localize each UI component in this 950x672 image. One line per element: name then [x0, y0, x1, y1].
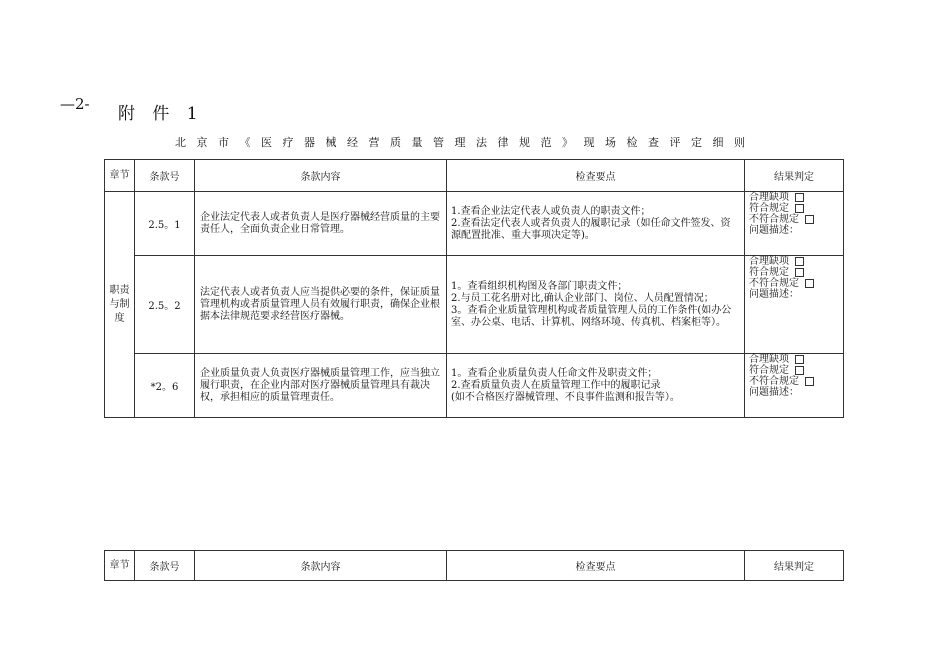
check-point-item: 1。查看组织机构图及各部门职责文件；: [451, 280, 628, 292]
option-label: 合理缺项: [749, 256, 789, 267]
option-label: 符合规定: [749, 203, 789, 214]
checkbox[interactable]: [795, 268, 804, 277]
issue-description-label: 问题描述：: [749, 225, 799, 236]
chapter-cell: 职责与制度: [105, 192, 135, 418]
checkbox[interactable]: [805, 377, 814, 386]
option-label: 合理缺项: [749, 354, 789, 365]
clause-number: 2.5。2: [135, 256, 195, 354]
table-row: [105, 192, 844, 256]
check-points: [447, 256, 745, 354]
document-title: 北京市《医疗器械经营质量管理法律规范》现场检查评定细则: [175, 136, 756, 149]
option-label: 不符合规定: [749, 214, 799, 225]
checkbox[interactable]: [805, 215, 814, 224]
table-header-row: [105, 160, 844, 192]
issue-description-label: 问题描述：: [749, 387, 799, 398]
check-point-item: 1.查看企业法定代表人或负责人的职责文件；: [451, 205, 651, 217]
result-options: [745, 192, 844, 256]
check-points: [447, 354, 745, 418]
header-clause-no: 条款号: [135, 551, 195, 581]
page-number: —2-: [60, 95, 90, 113]
header-check-points: 检查要点: [447, 551, 745, 581]
header-chapter: 章节: [105, 551, 135, 581]
header-result: 结果判定: [745, 160, 844, 192]
option-label: 不符合规定: [749, 376, 799, 387]
checkbox[interactable]: [795, 257, 804, 266]
check-point-item: 3。查看企业质量管理机构或者质量管理人员的工作条件(如办公室、办公桌、电话、计算机、网络环境、传真机、档案柜等）。: [451, 304, 732, 328]
header-result: 结果判定: [745, 551, 844, 581]
clause-content: 法定代表人或者负责人应当提供必要的条件，保证质量管理机构或者质量管理人员有效履行职责，确保企业根据本法律规范要求经营医疗器械。: [195, 256, 447, 354]
check-point-item: 2.与员工花名册对比,确认企业部门、岗位、人员配置情况；: [451, 292, 714, 304]
check-point-item: 2.查看质量负责人在质量管理工作中的履职记录: [451, 379, 661, 391]
checkbox[interactable]: [805, 279, 814, 288]
option-label: 符合规定: [749, 267, 789, 278]
inspection-table: [104, 159, 844, 418]
check-point-item: 2.查看法定代表人或者负责人的履职记录（如任命文件签发、资源配置批准、重大事项决定等)。: [451, 217, 731, 241]
checkbox[interactable]: [795, 355, 804, 364]
checkbox[interactable]: [795, 204, 804, 213]
table-header-row: [105, 551, 844, 581]
table-row: [105, 354, 844, 418]
option-label: 符合规定: [749, 365, 789, 376]
clause-number: 2.5。1: [135, 192, 195, 256]
check-point-item: (如不合格医疗器械管理、不良事件监测和报告等）。: [451, 391, 680, 403]
clause-content: 企业法定代表人或者负责人是医疗器械经营质量的主要责任人，全面负责企业日常管理。: [195, 192, 447, 256]
checkbox[interactable]: [795, 366, 804, 375]
header-clause-content: 条款内容: [195, 551, 447, 581]
clause-content: 企业质量负责人负责医疗器械质量管理工作，应当独立履行职责，在企业内部对医疗器械质量管理具有裁决权，承担相应的质量管理责任。: [195, 354, 447, 418]
clause-number: *2。6: [135, 354, 195, 418]
header-clause-content: 条款内容: [195, 160, 447, 192]
option-label: 合理缺项: [749, 192, 789, 203]
result-options: [745, 354, 844, 418]
option-label: 不符合规定: [749, 278, 799, 289]
checkbox[interactable]: [795, 193, 804, 202]
attachment-label: 附 件 1: [118, 104, 204, 124]
header-check-points: 检查要点: [447, 160, 745, 192]
continued-table-header: [104, 550, 844, 581]
header-clause-no: 条款号: [135, 160, 195, 192]
check-point-item: 1。查看企业质量负责人任命文件及职责文件；: [451, 367, 658, 379]
check-points: [447, 192, 745, 256]
header-chapter: 章节: [105, 160, 135, 192]
result-options: [745, 256, 844, 354]
table-row: [105, 256, 844, 354]
issue-description-label: 问题描述：: [749, 289, 799, 300]
